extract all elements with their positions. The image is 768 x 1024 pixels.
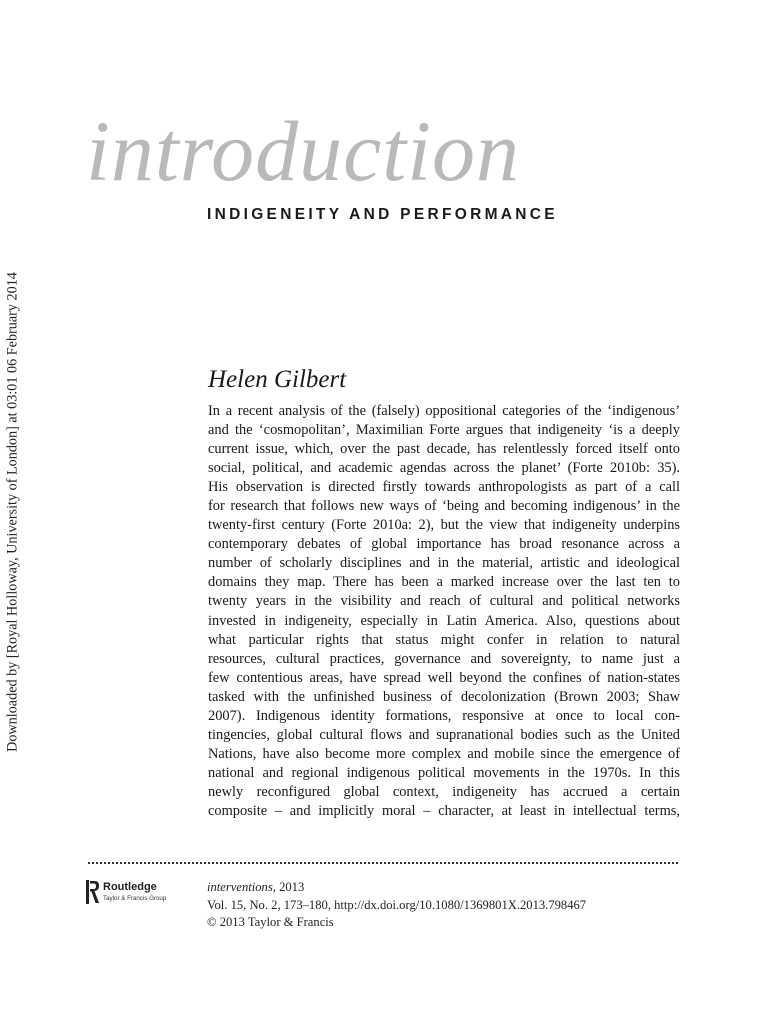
- journal-year: , 2013: [272, 880, 305, 894]
- download-watermark-text: Downloaded by [Royal Holloway, University of London] at 03:01 06 February 2014: [4, 272, 21, 752]
- body-line: current issue, which, over the past decade, has relentlessly forced itself onto: [208, 441, 680, 458]
- dotted-divider: [88, 862, 678, 864]
- body-line: for research that follows new ways of ‘being and becoming indigenous’ in the: [208, 498, 680, 515]
- routledge-logo-icon: [86, 880, 100, 904]
- body-line: composite – and implicitly moral – character, at least in intellectual terms,: [208, 802, 680, 819]
- body-line: and the ‘cosmopolitan’, Maximilian Forte argues that indigeneity ‘is a deeply: [208, 422, 680, 439]
- body-line: tingencies, global cultural flows and supranational bodies such as the United: [208, 726, 680, 743]
- body-line: contemporary debates of global importance has broad resonance across a: [208, 536, 680, 553]
- body-line: resources, cultural practices, governance and sovereignty, to name just a: [208, 650, 680, 667]
- body-line: Nations, have also become more complex and mobile since the emergence of: [208, 745, 680, 762]
- publisher-name: Routledge: [103, 881, 157, 893]
- citation-copyright: © 2013 Taylor & Francis: [207, 915, 334, 929]
- body-line: national and regional indigenous political movements in the 1970s. In this: [208, 764, 680, 781]
- body-line: number of scholarly disciplines and in the material, artistic and ideological: [208, 555, 680, 572]
- author-name: Helen Gilbert: [208, 366, 347, 393]
- body-line: domains they map. There has been a marked increase over the last ten to: [208, 574, 680, 591]
- publisher-logo: [86, 880, 176, 912]
- body-line: newly reconfigured global context, indigeneity has accrued a certain: [208, 783, 680, 800]
- section-heading: introduction: [86, 103, 521, 199]
- body-paragraph: [208, 402, 680, 821]
- body-line: invested in indigeneity, especially in Latin America. Also, questions about: [208, 612, 680, 629]
- body-line: tasked with the unfinished business of decolonization (Brown 2003; Shaw: [208, 688, 680, 705]
- journal-name: interventions: [207, 880, 273, 894]
- citation-journal-line: [207, 879, 586, 897]
- citation-volume-line: Vol. 15, No. 2, 173–180, http://dx.doi.org/10.1080/1369801X.2013.798467: [207, 897, 587, 912]
- body-line: few contentious areas, have spread well beyond the confines of nation-states: [208, 669, 680, 686]
- body-line: what particular rights that status might confer in relation to natural: [208, 631, 680, 648]
- body-line: In a recent analysis of the (falsely) oppositional categories of the ‘indigenous’: [208, 403, 680, 419]
- body-line: His observation is directed firstly towards anthropologists as part of a call: [208, 479, 680, 496]
- body-line: social, political, and academic agendas across the planet’ (Forte 2010b: 35).: [208, 460, 680, 477]
- body-line: twenty years in the visibility and reach of cultural and political networks: [208, 593, 680, 610]
- citation-block: [207, 879, 586, 932]
- body-line: 2007). Indigenous identity formations, responsive at once to local con-: [208, 707, 680, 724]
- download-watermark: [2, 264, 24, 760]
- article-title: INDIGENEITY AND PERFORMANCE: [207, 206, 558, 223]
- body-line: twenty-first century (Forte 2010a: 2), but the view that indigeneity underpins: [208, 517, 680, 534]
- publisher-group: Taylor & Francis Group: [103, 895, 167, 902]
